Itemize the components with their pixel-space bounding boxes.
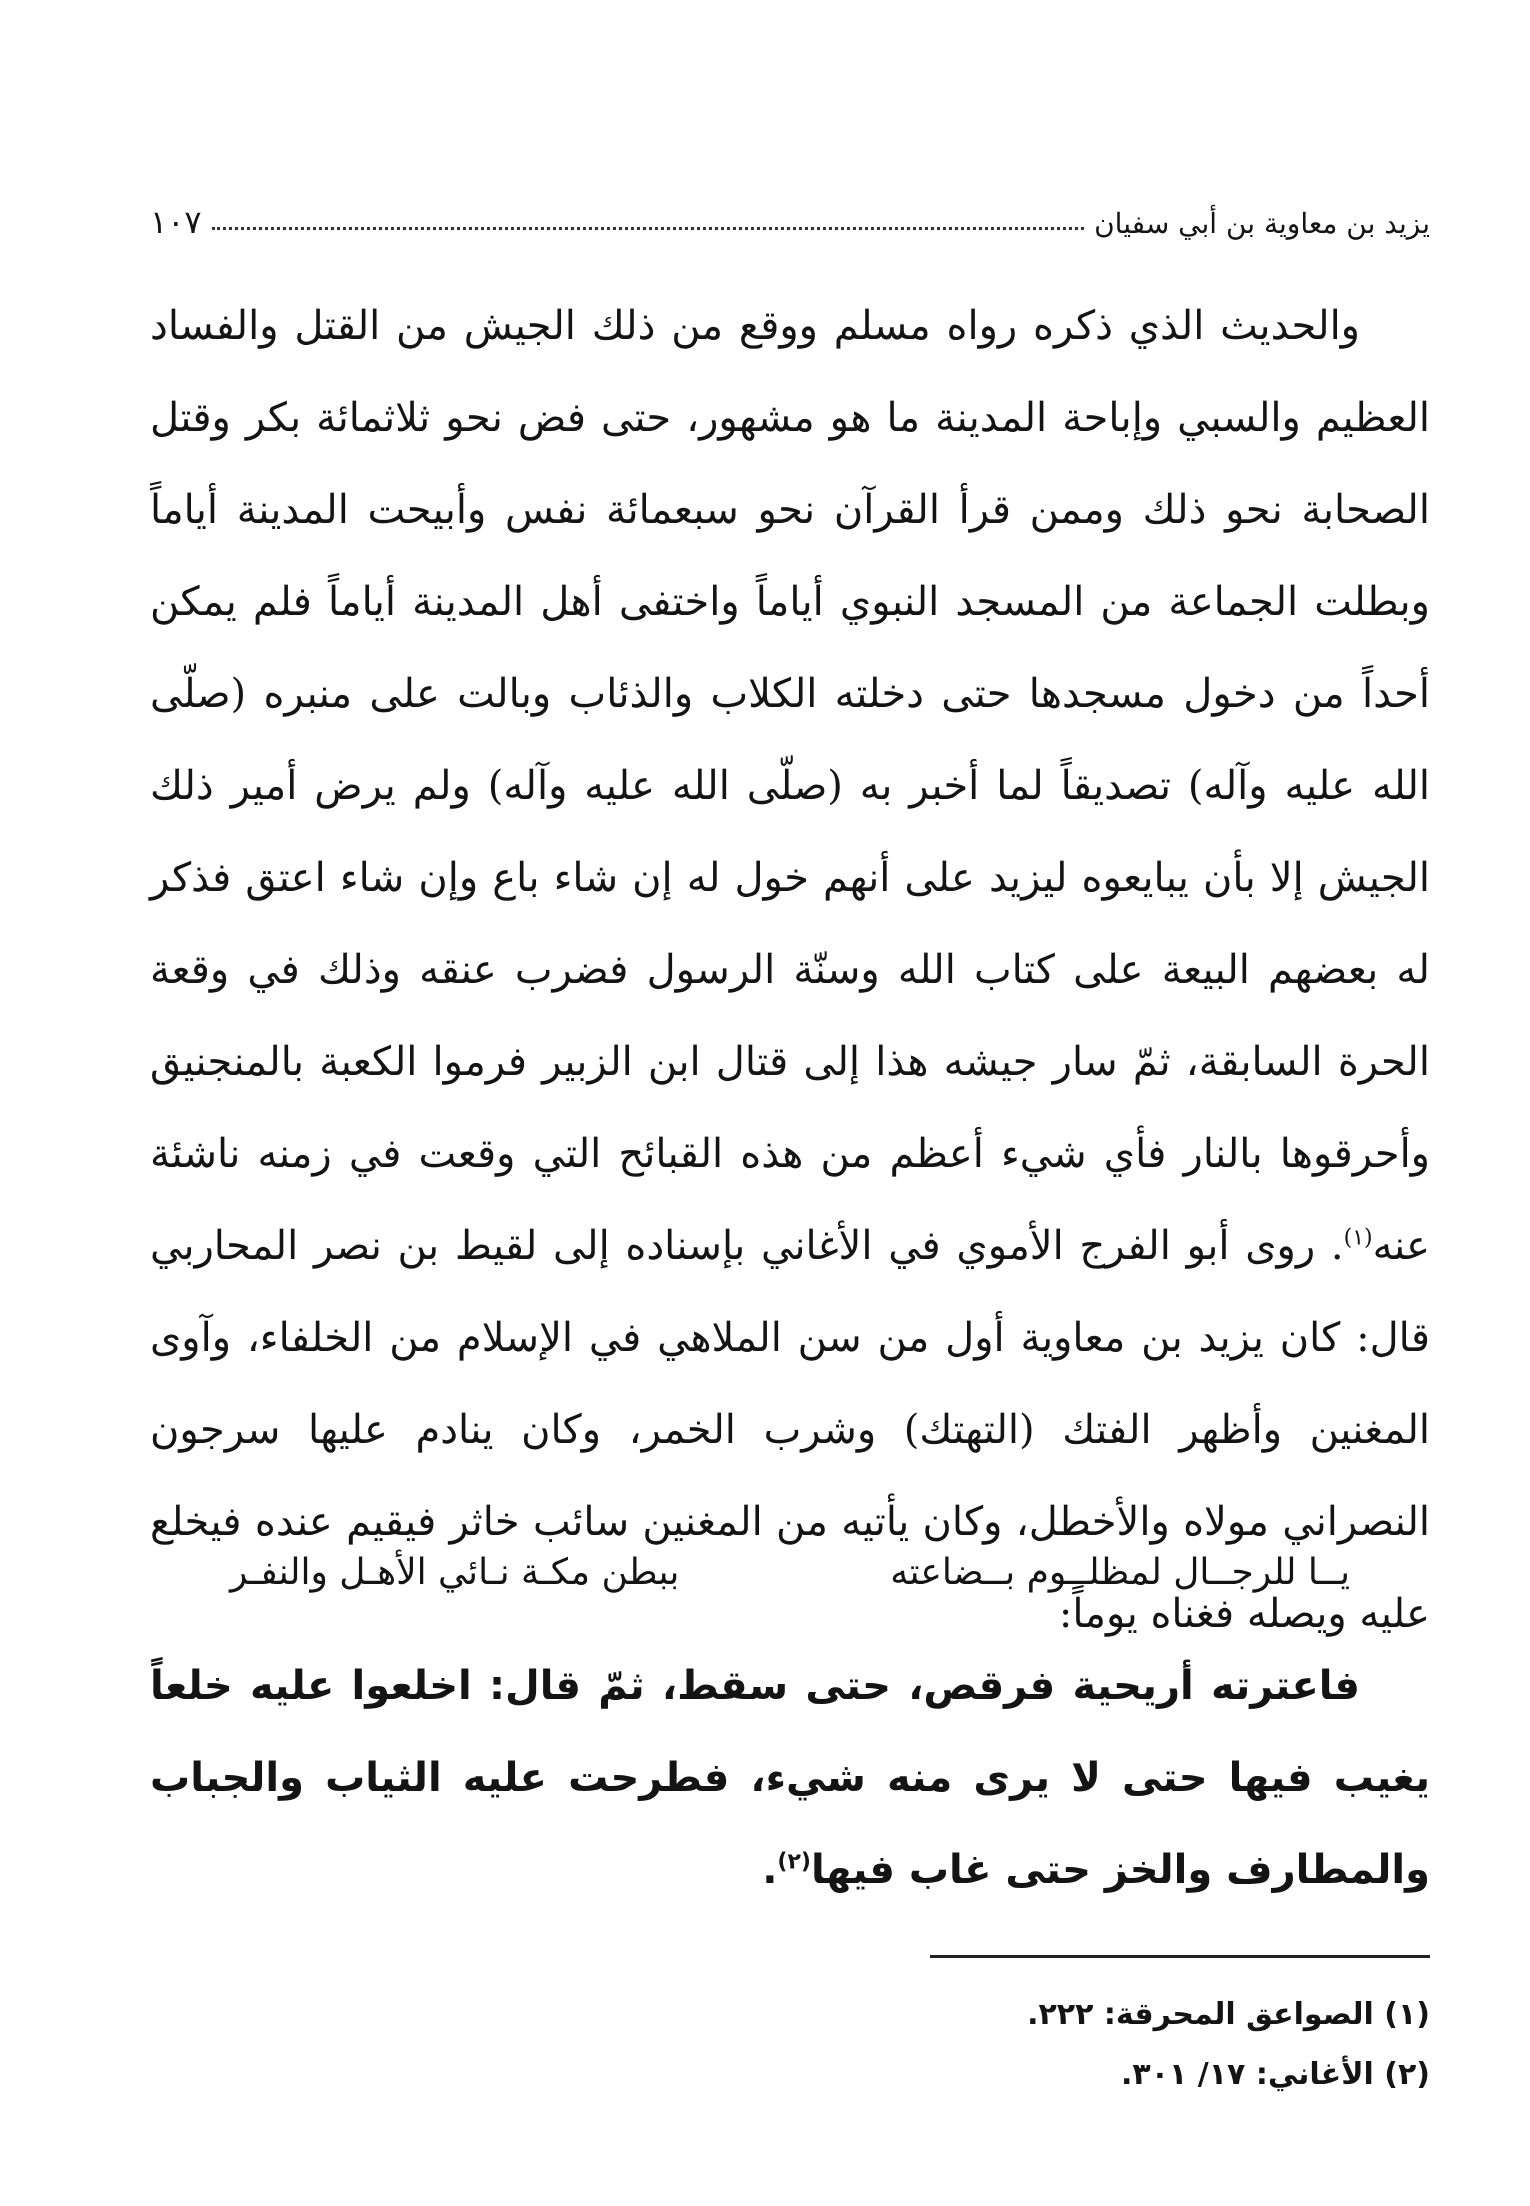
paragraph-1-text-a: والحديث الذي ذكره رواه مسلم ووقع من ذلك الجيش من القتل والفساد العظيم والسبي وإباحة المدينة ما هو مشهور، حتى فض نحو ثلاثمائة بكر وقتل الصحابة نحو ذلك وممن قرأ القرآن نحو سبعمائة نفس وأبيحت المدينة أياماً وبطلت الجماعة من المسجد النبوي أياماً واختفى أهل المدينة أياماً فلم يمكن أحداً من دخول مسجدها حتى دخلته الكلاب والذئاب وبالت على منبره (صلّى الله عليه وآله) تصديقاً لما أخبر به (صلّى الله عليه وآله) ولم يرض أمير ذلك الجيش إلا بأن يبايعوه ليزيد على أنهم خول له إن شاء باع وإن شاء اعتق فذكر له بعضهم البيعة على كتاب الله وسنّة الرسول فضرب عنقه وذلك في وقعة الحرة السابقة، ثمّ سار جيشه هذا إلى قتال ابن الزبير فرموا الكعبة بالمنجنيق وأحرقوها بالنار فأي شيء أعظم من هذه القبائح التي وقعت في زمنه ناشئة عنه [150, 303, 1430, 1269]
paragraph-2 [150, 1640, 1430, 1916]
running-title: يزيد بن معاوية بن أبي سفيان [1094, 207, 1430, 240]
verse-hemistich-2: ببطن مكـة نـائي الأهـل والنفـر [230, 1552, 680, 1593]
verse-hemistich-1: يــا للرجــال لمظلــوم بــضاعته [890, 1552, 1350, 1593]
dot-leader [212, 227, 1085, 230]
footnote-2: (٢) الأغاني: ١٧/ ٣٠١. [1121, 2057, 1430, 2092]
main-paragraph [150, 280, 1430, 1660]
running-header [150, 178, 1430, 241]
footnote-separator [930, 1955, 1430, 1958]
second-paragraph [150, 1640, 1430, 1916]
footnote-1: (١) الصواعق المحرقة: ٢٢٢. [1027, 1997, 1430, 2032]
page [150, 0, 1430, 2206]
paragraph-2-text: فاعترته أريحية فرقص، حتى سقط، ثمّ قال: اخلعوا عليه خلعاً يغيب فيها حتى لا يرى منه شيء، فطرحت عليه الثياب والجباب والمطارف والخز حتى غاب فيها [150, 1663, 1430, 1893]
poem-verse [230, 1552, 1350, 1612]
page-number: ١٠٧ [150, 203, 202, 241]
paragraph-1-text-b: . روى أبو الفرج الأموي في الأغاني بإسناده إلى لقيط بن نصر المحاربي قال: كان يزيد بن معاوية أول من سن الملاهي في الإسلام من الخلفاء، وآوى المغنين وأظهر الفتك (التهتك) وشرب الخمر، وكان ينادم عليها سرجون النصراني مولاه والأخطل، وكان يأتيه من المغنين سائب خاثر فيقيم عنده فيخلع عليه ويصله فغناه يوماً: [150, 1223, 1430, 1637]
footnote-ref-1: (١) [1343, 1225, 1373, 1251]
paragraph-1 [150, 280, 1430, 1660]
footnotes [150, 1985, 1430, 2105]
paragraph-2-end: . [762, 1847, 778, 1893]
footnote-ref-2: (٢) [777, 1849, 811, 1875]
